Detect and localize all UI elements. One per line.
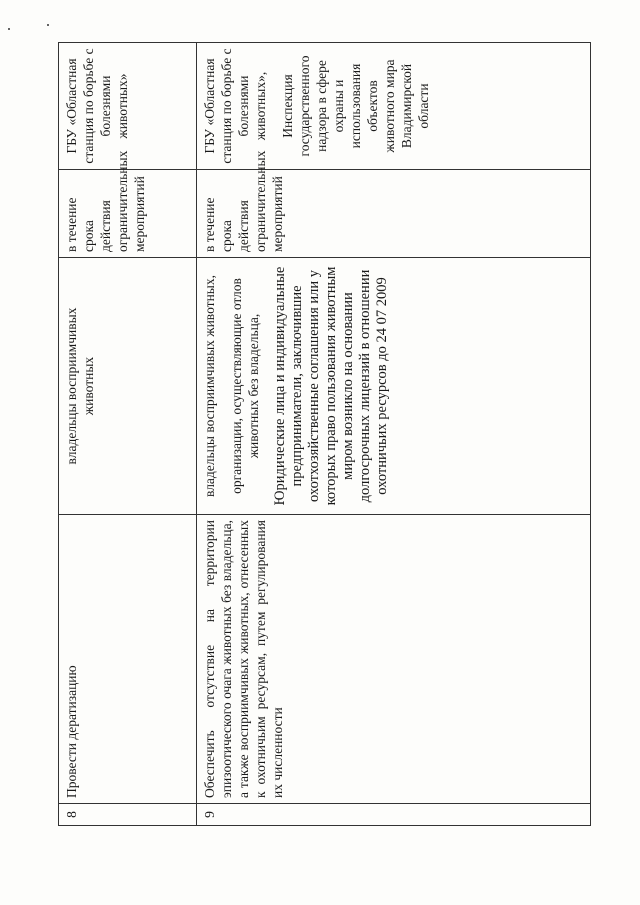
row-number: 8 (59, 804, 197, 826)
responsible-persons-cell (59, 258, 197, 515)
scan-speck (47, 24, 49, 26)
term-cell: в течение срока действия ограничительных мероприятий (197, 170, 591, 258)
action-cell: Провести дератизацию (59, 515, 197, 804)
executor-cell: ГБУ «Областная станция по борьбе с болезнями животных» (59, 43, 197, 170)
document-page (58, 43, 591, 826)
table-row (197, 43, 591, 826)
term-cell: в течение срока действия ограничительных мероприятий (59, 170, 197, 258)
action-cell: Обеспечить отсутствие на территории эпизоотического очага животных без владельца, а также восприимчивых животных, отнесенных к охотничьим ресурсам, путем регулирования их численности (197, 515, 591, 804)
executor-text: Инспекция государственного надзора в сфере охраны и использования объектов животного мира Владимирской области (280, 55, 431, 157)
rotated-table-container (58, 43, 591, 826)
who-line: животных (81, 356, 96, 416)
scan-speck (8, 28, 10, 30)
row-number: 9 (197, 804, 591, 826)
responsible-persons-cell (197, 258, 591, 515)
who-text: Юридические лица и индивидуальные предприниматели, заключившие охотхозяйственные соглашения или у которых право пользования животным миром возникло на основании долгосрочных лицензий в отношении охотничьих ресурсов до 24 07 2009 (272, 266, 390, 506)
who-text: организации, осуществляющие отлов животных без владельца, (229, 278, 261, 494)
who-text: владельцы восприимчивых животных, (202, 275, 217, 497)
who-line: владельцы восприимчивых (64, 307, 79, 465)
executor-text: ГБУ «Областная станция по борьбе с болезнями животных», (202, 48, 268, 164)
measures-table (58, 42, 591, 826)
table-row (59, 43, 197, 826)
